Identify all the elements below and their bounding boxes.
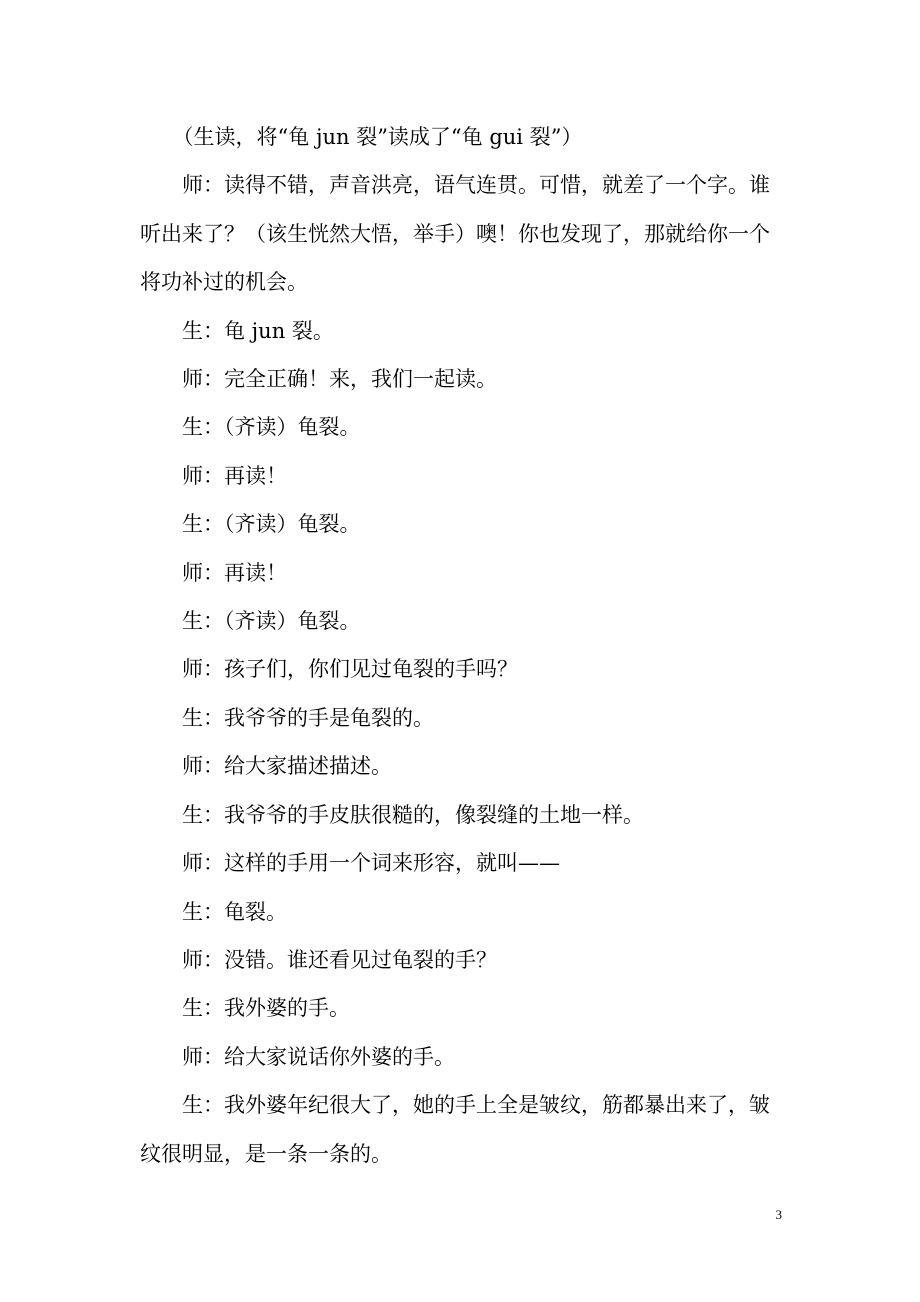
page-number: 3 <box>775 1207 782 1222</box>
paragraph: 师：给大家描述描述。 <box>182 754 392 779</box>
paragraph: 生：我外婆年纪很大了，她的手上全是皱纹，筋都暴出来了，皱纹很明显，是一条一条的。 <box>140 1093 770 1166</box>
paragraph: 师：孩子们，你们见过龟裂的手吗？ <box>182 657 518 682</box>
paragraph: （生读，将“龟 jun 裂”读成了“龟 gui 裂”） <box>172 125 583 149</box>
document-body <box>140 113 785 1178</box>
paragraph: 生：我爷爷的手皮肤很糙的，像裂缝的土地一样。 <box>182 802 644 827</box>
paragraph: 师：没错。谁还看见过龟裂的手？ <box>182 947 497 972</box>
paragraph: 生：我外婆的手。 <box>182 996 350 1021</box>
paragraph: 生：（齐读）龟裂。 <box>182 415 361 440</box>
paragraph: 师：给大家说话你外婆的手。 <box>182 1044 455 1069</box>
paragraph: 师：再读！ <box>182 463 287 488</box>
paragraph: 师：这样的手用一个词来形容，就叫—— <box>182 851 560 876</box>
paragraph: 师：再读！ <box>182 560 287 585</box>
paragraph: 生：龟裂。 <box>182 899 287 924</box>
paragraph: 生：龟 jun 裂。 <box>182 318 334 343</box>
paragraph: 师：读得不错，声音洪亮，语气连贯。可惜，就差了一个字。谁听出来了？（该生恍然大悟，举手）噢！你也发现了，那就给你一个将功补过的机会。 <box>140 173 770 295</box>
paragraph: 生：我爷爷的手是龟裂的。 <box>182 705 434 730</box>
paragraph: 生：（齐读）龟裂。 <box>182 512 361 537</box>
paragraph: 师：完全正确！来，我们一起读。 <box>182 367 497 392</box>
paragraph: 生：（齐读）龟裂。 <box>182 609 361 634</box>
